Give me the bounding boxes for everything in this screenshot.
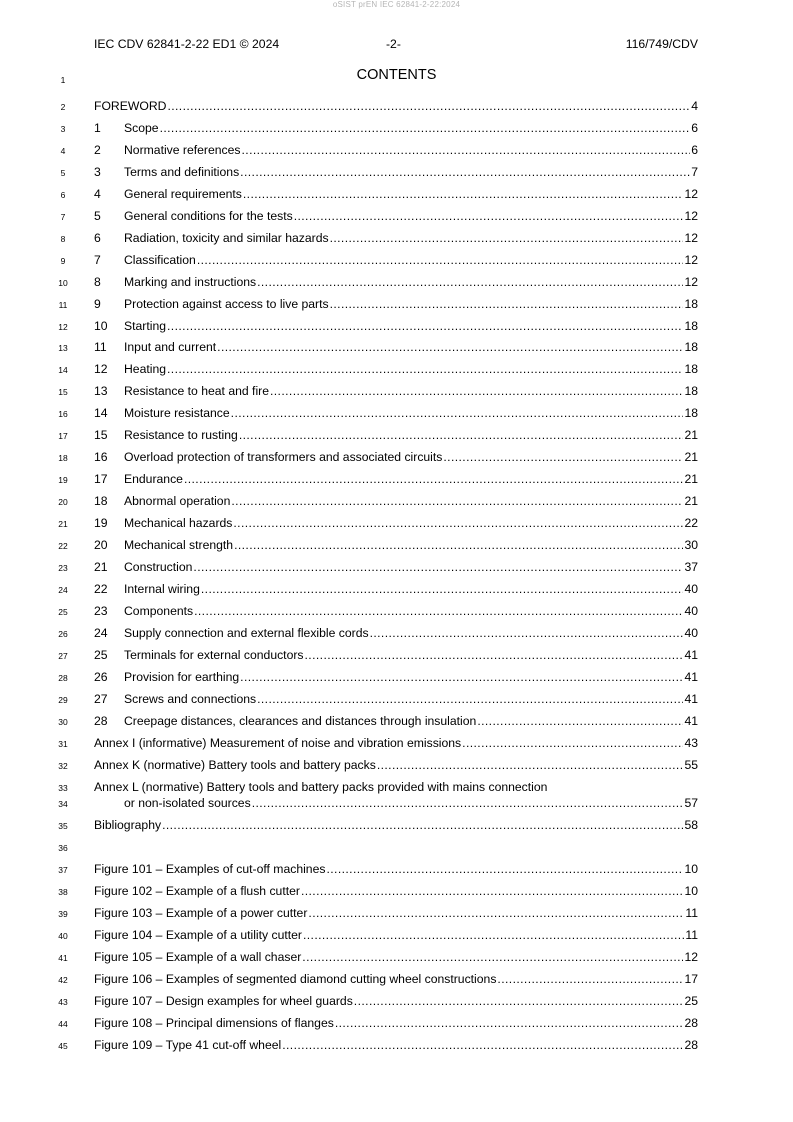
- clause-number: 23: [94, 603, 108, 618]
- toc-entry[interactable]: [0, 736, 793, 758]
- entry-title: Mechanical hazards: [124, 516, 233, 531]
- dot-leader: [217, 340, 683, 354]
- page-number: 18: [684, 384, 698, 399]
- line-number: 3: [60, 123, 66, 134]
- toc-entry[interactable]: [0, 626, 793, 648]
- line-number: 24: [58, 584, 68, 595]
- dot-leader: [240, 670, 683, 684]
- clause-number: 16: [94, 450, 108, 465]
- dot-leader: [294, 209, 684, 223]
- dot-leader: [242, 143, 691, 157]
- line-number: 21: [58, 519, 68, 530]
- line-number: 6: [60, 189, 66, 200]
- entry-title: Figure 103 – Example of a power cutter: [94, 905, 308, 920]
- dot-leader: [243, 187, 684, 201]
- entry-title: Creepage distances, clearances and distances through insulation: [124, 713, 477, 728]
- clause-number: 14: [94, 406, 108, 421]
- entry-title: Heating: [124, 362, 167, 377]
- entry-title-continued: or non-isolated sources: [124, 796, 251, 810]
- dot-leader: [197, 253, 684, 267]
- toc-entry[interactable]: [0, 1038, 793, 1060]
- dot-leader: [305, 648, 684, 662]
- toc-entry[interactable]: [0, 906, 793, 928]
- line-number: 26: [58, 628, 68, 639]
- line-number: 34: [58, 799, 68, 809]
- dot-leader: [303, 928, 684, 942]
- toc-entry[interactable]: [0, 884, 793, 906]
- clause-number: 21: [94, 559, 108, 574]
- clause-number: 12: [94, 362, 108, 377]
- line-number: 43: [58, 996, 68, 1007]
- line-number: 45: [58, 1040, 68, 1051]
- dot-leader: [330, 231, 684, 245]
- line-number: 14: [58, 365, 68, 376]
- toc-entry[interactable]: [0, 450, 793, 472]
- entry-title: Figure 109 – Type 41 cut-off wheel: [94, 1037, 282, 1052]
- clause-number: 13: [94, 384, 108, 399]
- clause-number: 27: [94, 691, 108, 706]
- line-number: 5: [60, 167, 66, 178]
- toc-entry[interactable]: [0, 187, 793, 209]
- toc-entry[interactable]: [0, 560, 793, 582]
- dot-leader: [201, 582, 684, 596]
- line-number: 19: [58, 475, 68, 486]
- dot-leader: [301, 884, 683, 898]
- page-number: 12: [684, 208, 698, 223]
- toc-entry[interactable]: [0, 670, 793, 692]
- dot-leader: [377, 758, 684, 772]
- entry-title: Scope: [124, 120, 159, 135]
- line-number: 38: [58, 886, 68, 897]
- dot-leader: [231, 494, 683, 508]
- page-header: [94, 37, 698, 53]
- entry-title: Bibliography: [94, 818, 162, 832]
- toc-entry[interactable]: [0, 231, 793, 253]
- clause-number: 10: [94, 318, 108, 333]
- entry-title: Supply connection and external flexible cords: [124, 625, 369, 640]
- dot-leader: [167, 319, 683, 333]
- clause-number: 20: [94, 538, 108, 552]
- toc-entry[interactable]: [0, 1016, 793, 1038]
- page-number: 43: [684, 735, 698, 750]
- clause-number: 6: [94, 230, 101, 245]
- toc-entry[interactable]: [0, 994, 793, 1016]
- line-number: 2: [60, 102, 66, 112]
- entry-title: Normative references: [124, 142, 241, 157]
- toc-entry[interactable]: [0, 862, 793, 884]
- entry-title: General conditions for the tests: [124, 208, 293, 223]
- line-number: 16: [58, 409, 68, 420]
- toc-entry[interactable]: [0, 950, 793, 972]
- entry-title: Screws and connections: [124, 691, 257, 706]
- clause-number: 1: [94, 120, 101, 135]
- dot-leader: [257, 275, 683, 289]
- watermark: oSIST prEN IEC 62841-2-22:2024: [332, 0, 461, 9]
- clause-number: 26: [94, 669, 108, 684]
- toc-entry[interactable]: [0, 99, 793, 121]
- entry-title: Construction: [124, 559, 193, 574]
- entry-title: Starting: [124, 318, 167, 333]
- entry-title: Terminals for external conductors: [124, 647, 304, 662]
- entry-title: Annex I (informative) Measurement of noise and vibration emissions: [94, 735, 462, 750]
- clause-number: 4: [94, 186, 101, 201]
- page-title: CONTENTS: [356, 67, 437, 83]
- line-number: 28: [58, 672, 68, 683]
- line-number: 17: [58, 431, 68, 442]
- line-number: 33: [58, 783, 68, 793]
- line-number: 11: [58, 299, 68, 310]
- line-number: 23: [58, 562, 68, 573]
- line-number: 27: [58, 650, 68, 661]
- line-number: 20: [58, 497, 68, 508]
- clause-number: 11: [94, 340, 107, 355]
- page-number: 41: [684, 691, 698, 706]
- line-number: 44: [58, 1018, 68, 1029]
- entry-title: Figure 106 – Examples of segmented diamond cutting wheel constructions: [94, 971, 497, 986]
- dot-leader: [326, 862, 683, 876]
- page-number: 40: [684, 625, 698, 640]
- dot-leader: [160, 121, 691, 135]
- page-number: 37: [684, 559, 698, 574]
- dot-leader: [370, 626, 684, 640]
- toc-entry[interactable]: [0, 340, 793, 362]
- toc-entry[interactable]: [0, 692, 793, 714]
- page-number: 41: [684, 669, 698, 684]
- clause-number: 2: [94, 142, 101, 157]
- page-number: 10: [684, 862, 698, 876]
- page-number: 21: [684, 472, 698, 487]
- clause-number: 5: [94, 208, 101, 223]
- dot-leader: [234, 538, 683, 552]
- page-number: 21: [684, 450, 698, 465]
- page-number: 28: [684, 1037, 698, 1052]
- line-number: 15: [58, 387, 68, 398]
- line-number: 18: [58, 453, 68, 464]
- dot-leader: [270, 384, 683, 398]
- line-number: 36: [58, 843, 68, 853]
- page-number: 18: [684, 362, 698, 377]
- clause-number: 25: [94, 647, 108, 662]
- entry-title: Resistance to heat and fire: [124, 384, 269, 399]
- page-number: 40: [684, 581, 698, 596]
- toc-entry[interactable]: [0, 972, 793, 994]
- clause-number: 18: [94, 494, 108, 509]
- line-number: 40: [58, 930, 68, 941]
- entry-title: Marking and instructions: [124, 274, 257, 289]
- dot-leader: [462, 736, 683, 750]
- page-number: 18: [684, 340, 698, 355]
- clause-number: 28: [94, 713, 108, 728]
- toc-entry[interactable]: [0, 928, 793, 950]
- header-reference: 116/749/CDV: [625, 37, 698, 51]
- entry-title: FOREWORD: [94, 99, 167, 113]
- page-number: 7: [691, 164, 698, 179]
- page-number: 6: [691, 142, 698, 157]
- toc-entry[interactable]: [0, 648, 793, 670]
- entry-title: Figure 104 – Example of a utility cutter: [94, 927, 302, 942]
- entry-title: Radiation, toxicity and similar hazards: [124, 230, 329, 245]
- line-number: 25: [58, 606, 68, 617]
- clause-number: 17: [94, 472, 108, 487]
- entry-title: Annex K (normative) Battery tools and battery packs: [94, 757, 376, 772]
- dot-leader: [167, 99, 690, 113]
- dot-leader: [233, 516, 683, 530]
- page-number: 25: [684, 993, 698, 1008]
- entry-title: General requirements: [124, 186, 242, 201]
- page-number: 41: [684, 647, 698, 662]
- toc-entry[interactable]: [0, 121, 793, 143]
- toc-entry[interactable]: [0, 516, 793, 538]
- line-number: 4: [60, 145, 66, 156]
- line-number: 39: [58, 908, 68, 919]
- entry-title: Figure 105 – Example of a wall chaser: [94, 949, 302, 964]
- entry-title: Provision for earthing: [124, 669, 240, 684]
- page-number: 28: [684, 1015, 698, 1030]
- page-number: 12: [684, 252, 698, 267]
- line-number: 31: [58, 738, 68, 749]
- page-number: 12: [684, 186, 698, 201]
- line-number: 41: [58, 952, 68, 963]
- entry-title: Figure 108 – Principal dimensions of flanges: [94, 1015, 334, 1030]
- toc-entry[interactable]: [0, 582, 793, 604]
- line-number: 22: [58, 541, 68, 551]
- page-number: 10: [684, 883, 698, 898]
- toc-entry[interactable]: [0, 384, 793, 406]
- header-page-number: -2-: [386, 37, 401, 51]
- dot-leader: [330, 297, 684, 311]
- blank-line: [0, 840, 793, 862]
- toc-entry[interactable]: [0, 165, 793, 187]
- dot-leader: [162, 818, 683, 832]
- entry-title: Input and current: [124, 340, 217, 355]
- clause-number: 19: [94, 516, 108, 531]
- toc-entry[interactable]: [0, 758, 793, 780]
- line-number: 13: [58, 343, 68, 354]
- page-number: 11: [685, 927, 698, 942]
- clause-number: 3: [94, 164, 101, 179]
- toc-entry[interactable]: [0, 538, 793, 560]
- dot-leader: [308, 906, 684, 920]
- header-document-id: IEC CDV 62841-2-22 ED1 © 2024: [94, 37, 280, 51]
- dot-leader: [335, 1016, 684, 1030]
- toc-entry[interactable]: [0, 143, 793, 165]
- page-number: 41: [684, 713, 698, 728]
- toc-entry[interactable]: [0, 714, 793, 736]
- entry-title: Abnormal operation: [124, 494, 231, 509]
- toc-entry[interactable]: [0, 406, 793, 428]
- toc-entry[interactable]: [0, 275, 793, 297]
- entry-title: Terms and definitions: [124, 164, 240, 179]
- toc-entry[interactable]: [0, 818, 793, 840]
- entry-title: Moisture resistance: [124, 406, 230, 421]
- page-number: 11: [685, 905, 698, 920]
- dot-leader: [354, 994, 684, 1008]
- dot-leader: [193, 560, 683, 574]
- clause-number: 9: [94, 296, 101, 311]
- toc-entry[interactable]: [0, 494, 793, 516]
- line-number: 12: [58, 321, 68, 332]
- clause-number: 8: [94, 274, 101, 289]
- toc-entry[interactable]: [0, 428, 793, 450]
- page-number: 58: [684, 818, 698, 832]
- page-number: 30: [684, 538, 698, 552]
- dot-leader: [167, 362, 683, 376]
- entry-title: Figure 102 – Example of a flush cutter: [94, 883, 300, 898]
- line-number: 1: [60, 75, 66, 85]
- clause-number: 7: [94, 252, 101, 267]
- dot-leader: [252, 796, 684, 810]
- dot-leader: [443, 450, 683, 464]
- line-number: 9: [60, 255, 66, 266]
- page-number: 21: [684, 428, 698, 443]
- entry-title: Classification: [124, 252, 196, 267]
- clause-number: 15: [94, 428, 108, 443]
- clause-number: 22: [94, 581, 108, 596]
- page-number: 4: [691, 99, 698, 113]
- toc-entry[interactable]: [0, 319, 793, 341]
- entry-title: Mechanical strength: [124, 538, 234, 552]
- clause-number: 24: [94, 625, 108, 640]
- toc-entry[interactable]: [0, 297, 793, 319]
- line-number: 7: [60, 211, 66, 222]
- toc-entry[interactable]: [0, 362, 793, 384]
- page-number: 18: [684, 296, 698, 311]
- entry-title: Figure 101 – Examples of cut-off machines: [94, 862, 326, 876]
- entry-title: Annex L (normative) Battery tools and battery packs provided with mains connection: [94, 780, 548, 794]
- page-number: 12: [684, 274, 698, 289]
- dot-leader: [240, 165, 690, 179]
- toc-entry[interactable]: [0, 253, 793, 275]
- dot-leader: [257, 692, 683, 706]
- entry-title: Figure 107 – Design examples for wheel guards: [94, 993, 353, 1008]
- toc-entry[interactable]: [0, 472, 793, 494]
- line-number: 30: [58, 716, 68, 727]
- dot-leader: [194, 604, 683, 618]
- page-number: 18: [684, 406, 698, 421]
- page-number: 57: [684, 796, 698, 810]
- dot-leader: [302, 950, 683, 964]
- line-number: 29: [58, 694, 68, 705]
- line-number: 8: [60, 233, 66, 244]
- toc-entry[interactable]: [0, 209, 793, 231]
- page-number: 22: [684, 516, 698, 531]
- dot-leader: [231, 406, 684, 420]
- entry-title: Protection against access to live parts: [124, 296, 329, 311]
- page-number: 6: [691, 120, 698, 135]
- entry-title: Components: [124, 603, 194, 618]
- entry-title: Overload protection of transformers and associated circuits: [124, 450, 443, 465]
- page-number: 40: [684, 603, 698, 618]
- page-number: 12: [684, 949, 698, 964]
- line-number: 32: [58, 760, 68, 771]
- entry-title: Endurance: [124, 472, 183, 487]
- page-number: 21: [684, 494, 698, 509]
- line-number: 37: [58, 865, 68, 875]
- dot-leader: [239, 428, 684, 442]
- entry-title: Internal wiring: [124, 581, 200, 596]
- page-number: 18: [684, 318, 698, 333]
- line-number: 35: [58, 821, 68, 831]
- entry-title: Resistance to rusting: [124, 428, 238, 443]
- line-number: 10: [58, 277, 68, 288]
- dot-leader: [184, 472, 683, 486]
- page-number: 12: [684, 230, 698, 245]
- page-number: 17: [684, 971, 698, 986]
- dot-leader: [282, 1038, 683, 1052]
- toc-entry[interactable]: [0, 604, 793, 626]
- dot-leader: [477, 714, 683, 728]
- dot-leader: [497, 972, 683, 986]
- page-number: 55: [684, 757, 698, 772]
- line-number: 42: [58, 974, 68, 985]
